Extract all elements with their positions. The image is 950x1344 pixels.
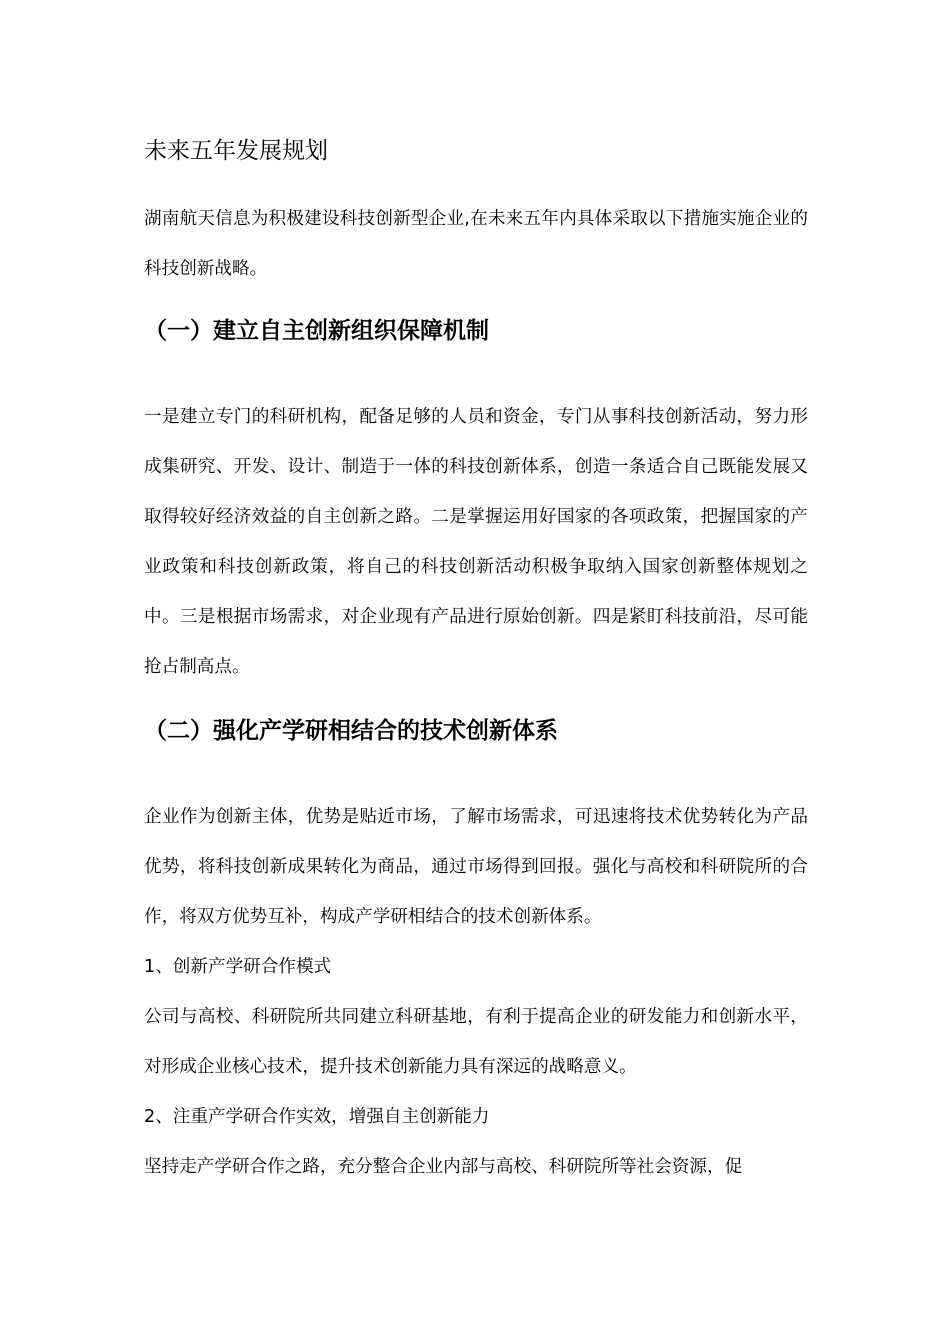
item-2-paragraph: 坚持走产学研合作之路，充分整合企业内部与高校、科研院所等社会资源，促 bbox=[144, 1157, 743, 1177]
intro-paragraph: 湖南航天信息为积极建设科技创新型企业,在未来五年内具体采取以下措施实施企业的科技创新战略。 bbox=[144, 209, 808, 279]
item-2-title: 2、注重产学研合作实效，增强自主创新能力 bbox=[144, 1107, 490, 1127]
document-title: 未来五年发展规划 bbox=[144, 138, 328, 164]
document-body bbox=[144, 128, 808, 1192]
item-1-paragraph: 公司与高校、科研院所共同建立科研基地，有利于提高企业的研发能力和创新水平，对形成企业核心技术，提升技术创新能力具有深远的战略意义。 bbox=[144, 1007, 808, 1077]
section-1-paragraph: 一是建立专门的科研机构，配备足够的人员和资金，专门从事科技创新活动，努力形成集研究、开发、设计、制造于一体的科技创新体系，创造一条适合自己既能发展又取得较好经济效益的自主创新之路。二是掌握运用好国家的各项政策，把握国家的产业政策和科技创新政策，将自己的科技创新活动积极争取纳入国家创新整体规划之中。三是根据市场需求，对企业现有产品进行原始创新。四是紧盯科技前沿，尽可能抢占制高点。 bbox=[144, 407, 808, 677]
section-2-paragraph: 企业作为创新主体，优势是贴近市场，了解市场需求，可迅速将技术优势转化为产品优势，将科技创新成果转化为商品，通过市场得到回报。强化与高校和科研院所的合作，将双方优势互补，构成产学研相结合的技术创新体系。 bbox=[144, 807, 808, 927]
section-heading-2: （二）强化产学研相结合的技术创新体系 bbox=[144, 718, 558, 744]
section-heading-1: （一）建立自主创新组织保障机制 bbox=[144, 318, 489, 344]
item-1-title: 1、创新产学研合作模式 bbox=[144, 957, 332, 977]
